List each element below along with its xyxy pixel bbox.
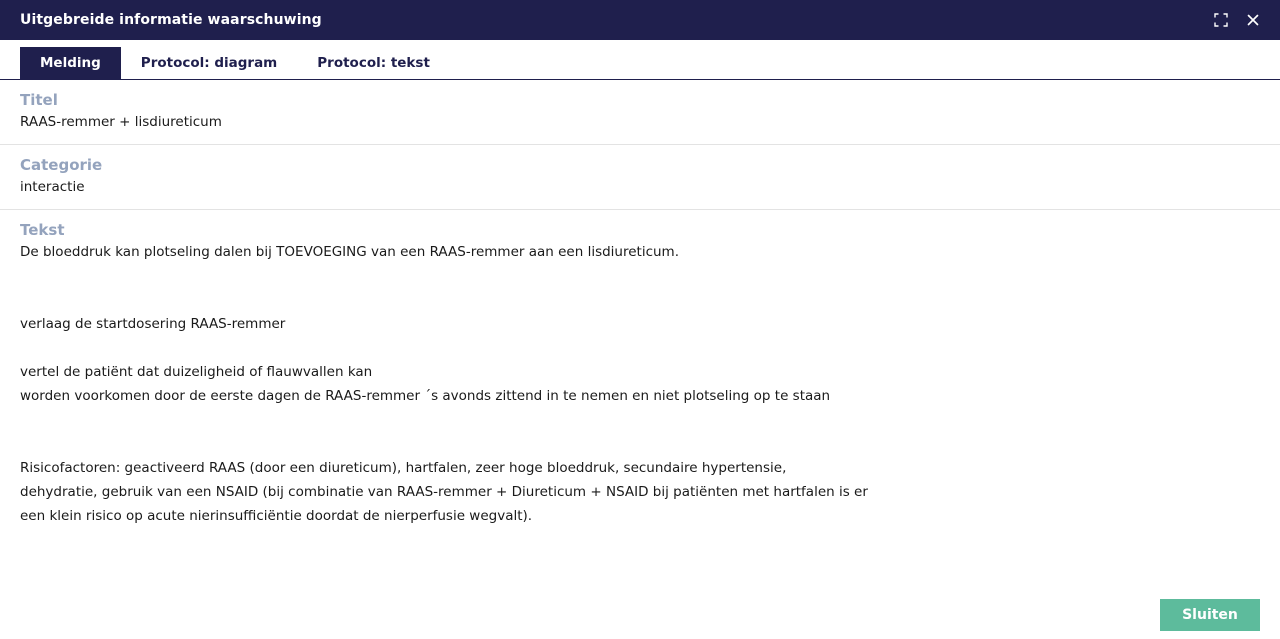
field-label: Tekst (20, 221, 65, 239)
field-value: interactie (20, 179, 85, 195)
field-categorie (0, 145, 1280, 210)
text-line (20, 408, 1260, 432)
expand-icon[interactable] (1214, 13, 1228, 27)
text-line (20, 432, 1260, 456)
text-line (20, 288, 1260, 312)
text-line (20, 264, 1260, 288)
tab-melding[interactable]: Melding (20, 47, 121, 79)
field-titel (0, 80, 1280, 145)
dialog-header (0, 0, 1280, 40)
dialog-title: Uitgebreide informatie waarschuwing (20, 12, 322, 28)
field-label: Titel (20, 91, 58, 109)
tab-protocol-diagram[interactable]: Protocol: diagram (140, 55, 278, 71)
close-button[interactable]: Sluiten (1160, 599, 1260, 631)
tab-protocol-tekst[interactable]: Protocol: tekst (317, 55, 430, 71)
tab-bar (0, 40, 1280, 80)
text-line: een klein risico op acute nierinsufficiëntie doordat de nierperfusie wegvalt). (20, 508, 533, 524)
text-line: worden voorkomen door de eerste dagen de RAAS-remmer ´s avonds zittend in te nemen en niet plotseling op te staan (20, 388, 831, 404)
field-tekst (0, 210, 1280, 528)
text-line (20, 336, 1260, 360)
text-line: verlaag de startdosering RAAS-remmer (20, 316, 286, 332)
text-line: dehydratie, gebruik van een NSAID (bij combinatie van RAAS-remmer + Diureticum + NSAID bij patiënten met hartfalen is er (20, 484, 868, 500)
field-text-body (20, 240, 1260, 528)
text-line: Risicofactoren: geactiveerd RAAS (door een diureticum), hartfalen, zeer hoge bloeddruk, secundaire hypertensie, (20, 460, 787, 476)
dialog-footer (1160, 599, 1260, 631)
field-label: Categorie (20, 156, 103, 174)
window-controls (1214, 13, 1260, 27)
field-value: RAAS-remmer + lisdiureticum (20, 114, 222, 130)
text-line: vertel de patiënt dat duizeligheid of flauwvallen kan (20, 364, 373, 380)
text-line: De bloeddruk kan plotseling dalen bij TOEVOEGING van een RAAS-remmer aan een lisdiureticum. (20, 244, 680, 260)
close-icon[interactable] (1246, 13, 1260, 27)
